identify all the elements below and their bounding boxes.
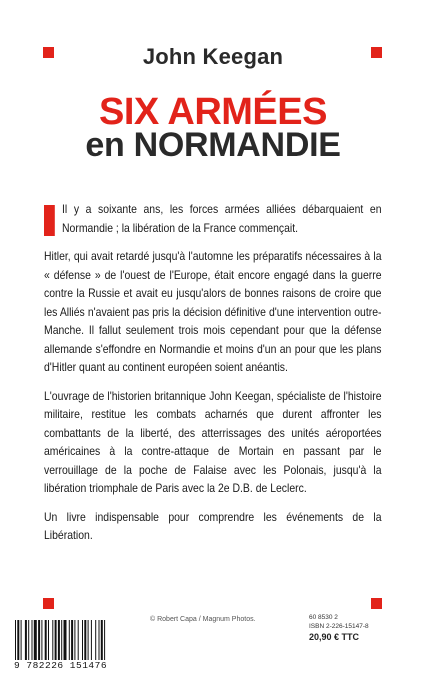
blurb-paragraph-4: Un livre indispensable pour comprendre les événements de la Libération. bbox=[44, 510, 382, 542]
drop-cap-mark bbox=[44, 205, 55, 236]
barcode bbox=[14, 620, 136, 660]
title-line-1: SIX ARMÉES bbox=[99, 91, 327, 133]
title-line-2: en NORMANDIE bbox=[85, 126, 341, 164]
price: 20,90 € TTC bbox=[309, 632, 360, 642]
photo-credit: © Robert Capa / Magnum Photos. bbox=[150, 616, 256, 623]
barcode-number: 9 782226 151476 bbox=[14, 660, 108, 671]
blurb-paragraph-3: L'ouvrage de l'historien britannique John Keegan, spécialiste de l'histoire militaire, restitue les combats acharnés que durent affronter les combattants de la liberté, des atterrissages des unités aéroportées américaines à la contre-attaque de Mortain en passant par le verrouillage de la poche de Falaise avec les Polonais, jusqu'à la libération triomphale de Paris avec la 2e D.B. de Leclerc. bbox=[44, 389, 382, 495]
blurb-paragraph-1: Il y a soixante ans, les forces armées alliées débarquaient en Normandie ; la libération de la France commençait. bbox=[44, 201, 382, 238]
isbn-block bbox=[309, 614, 389, 642]
blurb-paragraph-2: Hitler, qui avait retardé jusqu'à l'automne les préparatifs nécessaires à la « défense » de l'ouest de l'Europe, était encore engagé dans la guerre contre la Russie et avait eu jusqu'alors de bonnes raisons de croire que les Alliés n'avaient pas pris la décision définitive d'une intervention outre-Manche. Il fallut seulement trois mois cependant pour que la défense allemande s'effondre en Normandie et moins d'un an pour que les plans d'Hitler quant au continent européen soient anéantis. bbox=[44, 250, 382, 374]
isbn: ISBN 2-226-15147-8 bbox=[309, 622, 369, 630]
red-square-bottom-right bbox=[371, 598, 382, 609]
author-name: John Keegan bbox=[142, 44, 284, 69]
back-cover-blurb bbox=[44, 201, 382, 556]
product-code: 60 8530 2 bbox=[309, 614, 338, 621]
red-square-bottom-left bbox=[43, 598, 54, 609]
